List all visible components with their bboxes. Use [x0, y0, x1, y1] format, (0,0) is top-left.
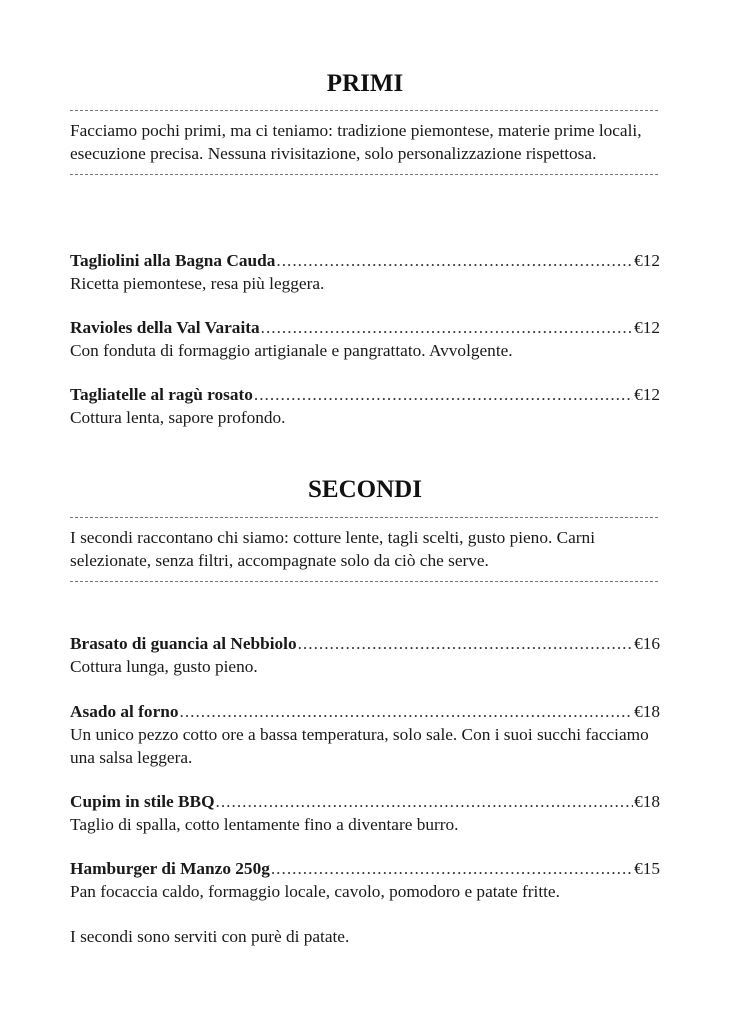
item-name: Tagliolini alla Bagna Cauda [70, 251, 276, 270]
section-title: SECONDI [308, 476, 422, 503]
item-desc: Ricetta piemontese, resa più leggera. [70, 274, 325, 293]
item-name: Hamburger di Manzo 250g [70, 859, 270, 878]
secondi-section [70, 474, 660, 582]
item-price: €18 [634, 792, 660, 811]
menu-item [70, 249, 660, 295]
item-price: €12 [634, 251, 660, 270]
item-name: Asado al forno [70, 702, 179, 721]
item-desc: Con fonduta di formaggio artigianale e pangrattato. Avvolgente. [70, 341, 513, 360]
leader-dots [276, 249, 633, 272]
item-desc: Un unico pezzo cotto ore a bassa temperatura, solo sale. Con i suoi succhi facciamo una salsa leggera. [70, 725, 649, 767]
item-price: €16 [634, 634, 660, 653]
leader-dots [180, 700, 634, 723]
item-price: €18 [634, 702, 660, 721]
section-title: PRIMI [326, 70, 404, 97]
item-name: Ravioles della Val Varaita [70, 318, 260, 337]
item-name: Brasato di guancia al Nebbiolo [70, 634, 297, 653]
menu-item [70, 790, 660, 836]
menu-item [70, 383, 660, 429]
section-intro: I secondi raccontano chi siamo: cotture lente, tagli scelti, gusto pieno. Carni selezionate, senza filtri, accompagnate solo da ciò che serve. [70, 528, 596, 570]
item-name: Tagliatelle al ragù rosato [70, 385, 253, 404]
item-price: €12 [634, 318, 660, 337]
item-desc: Pan focaccia caldo, formaggio locale, cavolo, pomodoro e patate fritte. [70, 882, 560, 901]
item-price: €15 [634, 859, 660, 878]
menu-item [70, 632, 660, 678]
leader-dots [298, 632, 633, 655]
leader-dots [254, 383, 633, 406]
dashed-divider [70, 174, 660, 175]
item-price: €12 [634, 385, 660, 404]
footer-note: I secondi sono serviti con purè di patate. [70, 927, 350, 946]
leader-dots [216, 790, 634, 813]
item-desc: Taglio di spalla, cotto lentamente fino a diventare burro. [70, 815, 459, 834]
menu-item [70, 857, 660, 903]
menu-item [70, 700, 660, 769]
item-desc: Cottura lunga, gusto pieno. [70, 657, 258, 676]
dashed-divider [70, 581, 660, 582]
menu-item [70, 316, 660, 362]
section-intro: Facciamo pochi primi, ma ci teniamo: tradizione piemontese, materie prime locali, esecuzione precisa. Nessuna rivisitazione, solo personalizzazione rispettosa. [70, 121, 642, 163]
item-desc: Cottura lenta, sapore profondo. [70, 408, 286, 427]
leader-dots [271, 857, 633, 880]
item-name: Cupim in stile BBQ [70, 792, 215, 811]
leader-dots [261, 316, 633, 339]
primi-section [70, 68, 660, 175]
